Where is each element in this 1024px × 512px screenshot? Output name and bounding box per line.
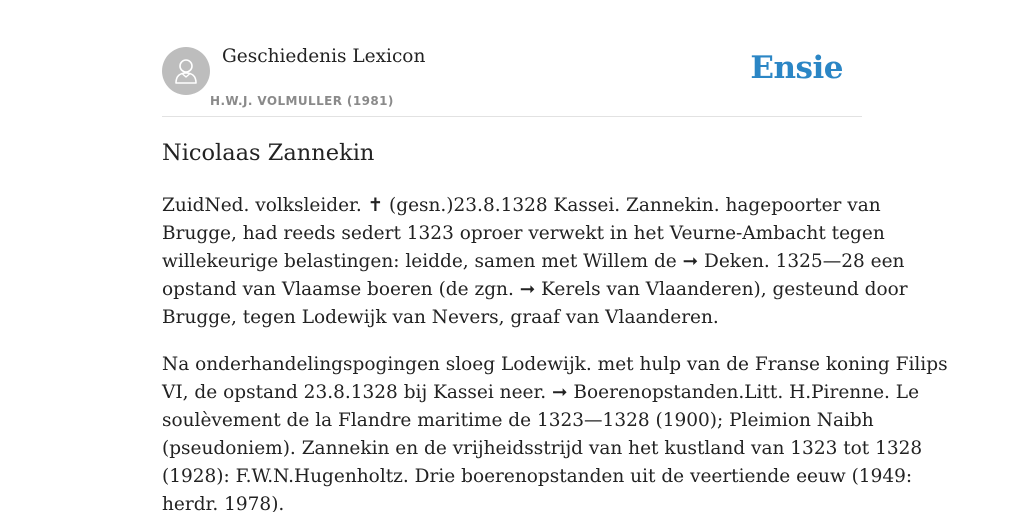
text-line: VI, de opstand 23.8.1328 bij Kassei neer. ➞ Boerenopstanden.Litt. H.Pirenne. Le [162, 382, 920, 403]
text-line: Na onderhandelingspogingen sloeg Lodewijk. met hulp van de Franse koning Filips [162, 354, 948, 375]
article-title: Nicolaas Zannekin [162, 140, 375, 166]
avatar[interactable] [162, 47, 210, 95]
header [162, 0, 862, 117]
user-icon [173, 57, 199, 85]
text-line: (pseudoniem). Zannekin en de vrijheidsstrijd van het kustland van 1323 tot 1328 [162, 438, 923, 459]
article-paragraph-1 [162, 192, 908, 332]
text-line: Brugge, tegen Lodewijk van Nevers, graaf van Vlaanderen. [162, 307, 719, 328]
text-line: (1928): F.W.N.Hugenholtz. Drie boerenopstanden uit de veertiende eeuw (1949: [162, 466, 913, 487]
author-byline[interactable]: H.W.J. VOLMULLER (1981) [210, 94, 394, 108]
article-container [162, 0, 948, 512]
text-line: opstand van Vlaamse boeren (de zgn. ➞ Kerels van Vlaanderen), gesteund door [162, 279, 908, 300]
article-paragraph-2 [162, 351, 948, 512]
text-line: willekeurige belastingen: leidde, samen met Willem de ➞ Deken. 1325—28 een [162, 251, 905, 272]
text-line: ZuidNed. volksleider. ✝ (gesn.)23.8.1328 Kassei. Zannekin. hagepoorter van [162, 195, 881, 216]
ensie-logo[interactable]: Ensie [750, 50, 843, 86]
text-line: soulèvement de la Flandre maritime de 1323—1328 (1900); Pleimion Naibh [162, 410, 874, 431]
text-line: Brugge, had reeds sedert 1323 oproer verwekt in het Veurne-Ambacht tegen [162, 223, 885, 244]
text-line: herdr. 1978). [162, 494, 285, 512]
source-title-link[interactable]: Geschiedenis Lexicon [222, 46, 426, 67]
